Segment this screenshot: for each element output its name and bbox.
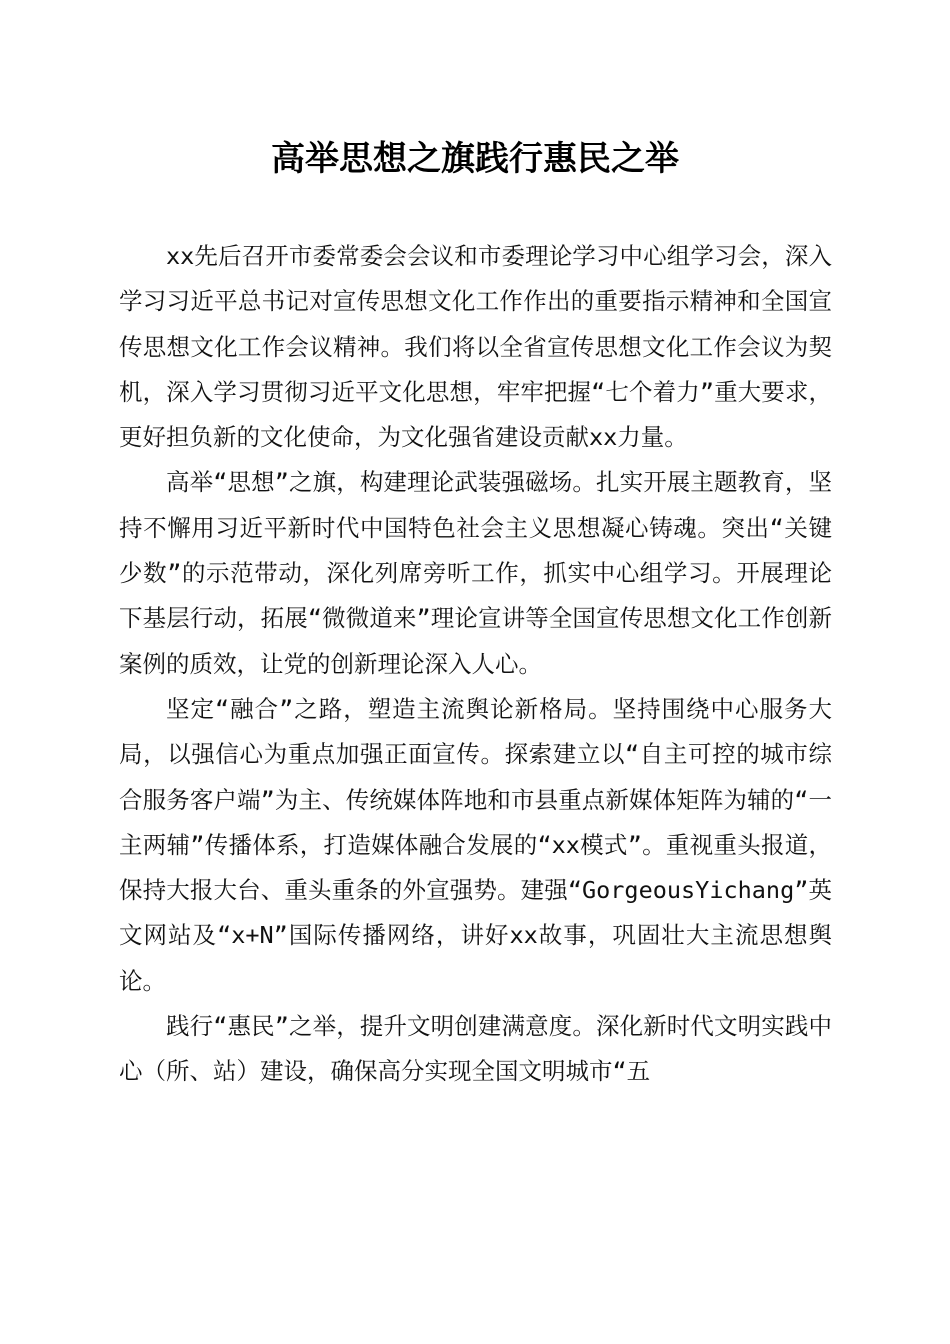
document-body <box>119 234 832 1095</box>
paragraph-benefit: 践行“惠民”之举，提升文明创建满意度。深化新时代文明实践中心（所、站）建设，确保高分实现全国文明城市“五 <box>119 1012 832 1086</box>
paragraph-thought: 高举“思想”之旗，构建理论武装强磁场。扎实开展主题教育，坚持不懈用习近平新时代中国特色社会主义思想凝心铸魂。突出“关键少数”的示范带动，深化列席旁听工作，抓实中心组学习。开展理论下基层行动，拓展“微微道来”理论宣讲等全国宣传思想文化工作创新案例的质效，让党的创新理论深入人心。 <box>119 468 832 678</box>
paragraph-intro: xx先后召开市委常委会会议和市委理论学习中心组学习会，深入学习习近平总书记对宣传思想文化工作作出的重要指示精神和全国宣传思想文化工作会议精神。我们将以全省宣传思想文化工作会议为契机，深入学习贯彻习近平文化思想，牢牢把握“七个着力”重大要求，更好担负新的文化使命，为文化强省建设贡献xx力量。 <box>119 242 832 452</box>
paragraph-integration: 坚定“融合”之路，塑造主流舆论新格局。坚持围绕中心服务大局，以强信心为重点加强正面宣传。探索建立以“自主可控的城市综合服务客户端”为主、传统媒体阵地和市县重点新媒体矩阵为辅的“一主两辅”传播体系，打造媒体融合发展的“xx模式”。重视重头报道，保持大报大台、重头重条的外宣强势。建强“GorgeousYichang”英文网站及“x+N”国际传播网络，讲好xx故事，巩固壮大主流思想舆论。 <box>119 694 832 995</box>
document-title: 高举思想之旗践行惠民之举 <box>271 139 679 179</box>
